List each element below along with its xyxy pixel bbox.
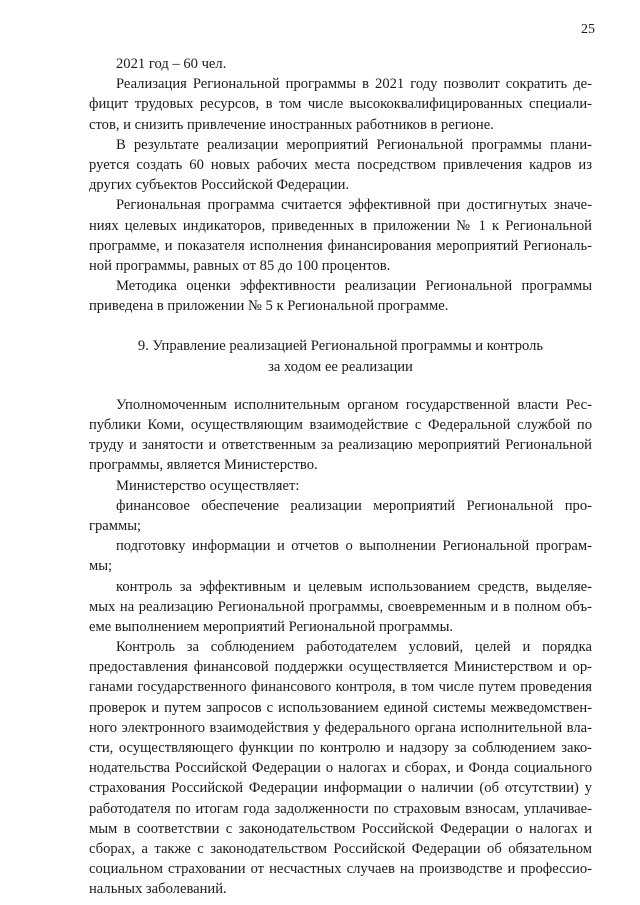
text-line: граммы; — [89, 517, 142, 534]
text-line: сти, осуществляющего функции по контролю и надзору за соблюдением зако- — [89, 740, 592, 756]
text-line: приведена в приложении № 5 к Региональной программе. — [89, 298, 449, 315]
text-line: подготовку информации и отчетов о выполнении Региональной програм- — [116, 538, 592, 555]
text-line: публики Коми, осуществляющим взаимодействие с Федеральной службой по — [89, 417, 592, 433]
text-line: страхования Российской Федерации информации о наличии (об отсутствии) у — [89, 780, 592, 797]
section-heading — [89, 336, 592, 376]
page-number: 25 — [581, 22, 595, 37]
text-line: Региональная программа считается эффективной при достигнутых значе- — [116, 197, 592, 214]
text-line: Реализация Региональной программы в 2021 году позволит сократить де- — [116, 76, 592, 93]
text-line: В результате реализации мероприятий Региональной программы плани- — [116, 136, 592, 153]
text-line: мы; — [89, 558, 113, 575]
paragraph — [89, 74, 592, 135]
paragraph — [89, 476, 592, 496]
text-line: труду и занятости и ответственным за реализацию мероприятий Региональной — [89, 437, 592, 454]
paragraph — [89, 135, 592, 196]
text-line: мым в соответствии с законодательством Российской Федерации о налогах и — [89, 820, 592, 837]
text-line: стов, и снизить привлечение иностранных работников в регионе. — [89, 116, 494, 133]
text-line: программы, является Министерство. — [89, 457, 318, 474]
text-line: нодательства Российской Федерации о налогах и сборах, и Фонда социального — [89, 760, 592, 777]
paragraph — [89, 195, 592, 276]
text-line: проверок и путем запросов с использованием единой системы межведомствен- — [89, 699, 592, 716]
text-line: Министерство осуществляет: — [116, 477, 300, 494]
text-line: нальных заболеваний. — [89, 881, 227, 898]
paragraph — [89, 276, 592, 316]
paragraph — [89, 496, 592, 536]
text-line: программе, и показателя исполнения финансирования мероприятий Региональ- — [89, 237, 592, 254]
heading-line: 9. Управление реализацией Региональной программы и контроль — [137, 338, 544, 355]
text-line: ниях целевых индикаторов, приведенных в приложении № 1 к Региональной — [89, 217, 592, 234]
text-line: руется создать 60 новых рабочих места посредством привлечения кадров из — [89, 156, 592, 173]
paragraph — [89, 637, 592, 899]
text-line: Контроль за соблюдением работодателем условий, целей и порядка — [116, 639, 592, 656]
text-line: финансовое обеспечение реализации мероприятий Региональной про- — [116, 497, 592, 514]
paragraph — [89, 395, 592, 476]
text-line: других субъектов Российской Федерации. — [89, 177, 350, 194]
heading-line: за ходом ее реализации — [268, 358, 413, 375]
text-line: ной программы, равных от 85 до 100 процентов. — [89, 257, 391, 274]
text-line: Уполномоченным исполнительным органом государственной власти Рес- — [116, 396, 592, 413]
text-line: ного электронного взаимодействия у федерального органа исполнительной вла- — [89, 719, 592, 736]
text-line: контроль за эффективным и целевым использованием средств, выделяе- — [116, 578, 592, 595]
document-body — [89, 54, 592, 900]
text-line: еме выполнением мероприятий Региональной программы. — [89, 618, 454, 635]
text-line: работодателя по итогам года задолженности по страховым взносам, уплачивае- — [89, 800, 592, 817]
paragraph — [89, 536, 592, 576]
text-line: социальном страховании от несчастных случаев на производстве и профессио- — [89, 861, 592, 878]
text-line: Методика оценки эффективности реализации Региональной программы — [116, 278, 592, 295]
paragraph — [89, 577, 592, 638]
text-line: ганами государственного финансового контроля, в том числе путем проведения — [89, 679, 592, 696]
text-line: предоставления финансовой поддержки осуществляется Министерством и ор- — [89, 659, 592, 676]
text-line: сборах, а также с законодательством Российской Федерации об обязательном — [89, 840, 592, 857]
text-line: мых на реализацию Региональной программы, своевременным и в полном объ- — [89, 598, 592, 615]
text-line: фицит трудовых ресурсов, в том числе высококвалифицированных специали- — [89, 96, 592, 113]
paragraph — [89, 54, 592, 74]
text-line: 2021 год – 60 чел. — [116, 56, 227, 72]
